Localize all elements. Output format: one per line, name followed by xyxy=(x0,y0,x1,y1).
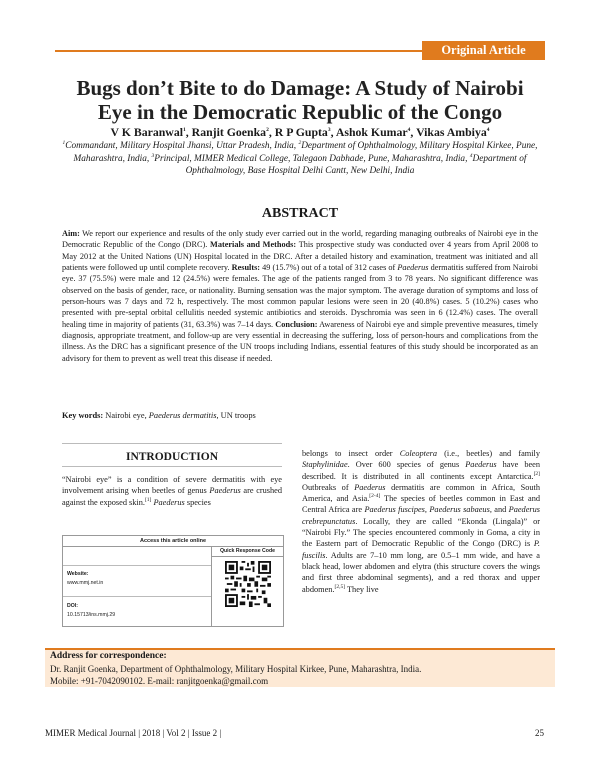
intro-genus-2: Paederus xyxy=(151,497,185,507)
affil-2: Department of Ophthalmology, Military Hospital Kirkee, Pune, Maharashtra, India, xyxy=(73,141,538,164)
results-text-a: 49 (15.7%) out of a total of 312 cases of xyxy=(260,263,398,273)
methods-label: Materials and Methods: xyxy=(210,240,297,250)
affiliations xyxy=(56,140,544,178)
abstract-heading: ABSTRACT xyxy=(261,206,339,221)
doi-label: DOI: xyxy=(67,603,78,609)
right-column-text xyxy=(302,448,540,595)
right-text-11: . Adults are 7–10 mm long, are 0.5–1 mm wide, and have a black head, lower abdomen and elytra (this structure covers the wings and first three abdominal segments), and a red thorax and upper abdomen. xyxy=(302,550,540,594)
right-text-10: . Locally, they are called “Ekonda (Lingala)” or “Nairobi Fly.” The species encountered commonly in Goma, a city in the Eastern part of Democratic Republic of the Congo (DRC) is xyxy=(302,516,540,549)
affil-1-mark: 1 xyxy=(62,139,66,146)
keyword-1: Nairobi eye, xyxy=(103,411,149,420)
conclusion-text: Awareness of Nairobi eye and simple preventive measures, timely diagnosis, appropriate treatment, and follow-up are very essential in decreasing the suffering, loss of person-hours and complications from the illness. As the DRC has a significant presence of the UN troops including Indians, essential features of this study should be incorporated as an advisory for them to prevent as well treat this disease if needed. xyxy=(62,319,539,363)
keywords-label: Key words: xyxy=(62,411,104,420)
results-genus: Paederus xyxy=(397,263,429,273)
author-2-affil: 2 xyxy=(266,127,269,134)
intro-text-3: species xyxy=(184,497,211,507)
intro-genus-1: Paederus xyxy=(209,486,241,496)
right-taxon-3: Paederus xyxy=(465,460,497,470)
intro-text-2: are crushed against the exposed skin. xyxy=(62,486,282,507)
affil-4: Department of Ophthalmology, Base Hospital Delhi Cantt, New Delhi, India xyxy=(185,153,527,176)
right-text-4: have been described. It is distributed in all continents except Antarctica. xyxy=(302,460,540,481)
right-taxon-8: P. fuscilis xyxy=(302,539,540,560)
intro-paragraph xyxy=(62,474,282,508)
right-taxon-1: Coleoptera xyxy=(399,449,438,458)
right-taxon-4: Paederus xyxy=(354,482,386,492)
article-type-badge: Original Article xyxy=(422,41,545,60)
right-text-3: . Over 600 species of genus xyxy=(347,460,466,470)
title-line-2: Eye in the Democratic Republic of the Congo xyxy=(97,100,503,124)
right-text-5: Outbreaks of xyxy=(302,482,355,492)
access-sep-2 xyxy=(63,596,211,597)
access-info xyxy=(63,547,212,626)
right-text-8: , xyxy=(424,505,430,515)
article-title xyxy=(40,76,560,124)
author-3: R P Gupta xyxy=(274,125,328,139)
author-4-affil: 4 xyxy=(407,127,411,134)
right-text-2: (i.e., beetles) and family xyxy=(437,449,540,458)
right-taxon-6: Paederus sabaeus xyxy=(429,505,490,515)
author-5-affil: 4 xyxy=(486,127,490,134)
aim-text: We report our experience and results of the only study ever carried out in the world, regarding managing outbreaks of Nairobi eye in the Democratic Republic of the Congo (DRC). xyxy=(62,229,538,250)
author-list: V K Baranwal$^1$, Ranjit Goenka$^2$, R P Gupta$^3$, Ashok Kumar$^4$, Vikas Ambiya$^4$ xyxy=(110,125,490,139)
website-label: Website: xyxy=(67,571,89,577)
citation-3[interactable]: [2-4] xyxy=(369,493,381,500)
website-link[interactable]: www.mmj.net.in xyxy=(67,580,104,586)
author-1: V K Baranwal xyxy=(110,125,184,139)
conclusion-label: Conclusion: xyxy=(275,319,318,329)
right-text-1: belongs to insect order xyxy=(302,449,400,458)
results-label: Results: xyxy=(231,263,261,273)
right-taxon-5: Paederus fuscipes xyxy=(364,505,425,515)
correspondence-line-1: Dr. Ranjit Goenka, Department of Ophthalmology, Military Hospital Kirkee, Pune, Maharashtra, India. xyxy=(50,664,422,674)
header-rule xyxy=(55,50,422,52)
correspondence-title: Address for correspondence: xyxy=(50,651,167,661)
right-taxon-2: Staphylinidae xyxy=(302,460,348,470)
abstract-body xyxy=(62,228,538,364)
access-online-box xyxy=(62,535,284,627)
title-line-1: Bugs don’t Bite to do Damage: A Study of Nairobi xyxy=(76,76,524,100)
affil-3: Principal, MIMER Medical College, Talegaon Dabhade, Pune, Maharashtra, India, xyxy=(154,153,470,164)
citation-1[interactable]: [1] xyxy=(144,496,152,503)
citation-4[interactable]: [2,5] xyxy=(334,583,346,590)
affil-4-mark: 4 xyxy=(469,152,473,159)
doi-link[interactable]: 10.15713/ins.mmj.29 xyxy=(67,612,116,618)
qr-section xyxy=(212,547,283,626)
results-text-b: dermatitis suffered from Nairobi eye. 37 (75.5%) were male and 12 (24.5%) were females. The age of the patients ranged from 3 to 78 years. No significant difference was observed on the basis of gender, race, or nationality. Burning sensation was the major symptom. The average duration of symptoms and loss of person-hours was 7 days and 72 h, respectively. The most common papular lesions were seen in 20 (40.8%) cases. 5 (10.2%) cases who presented with pre-septal orbital cellulitis needed systemic antibiotics and steroids. Dyschromia was seen in 6 (12.4%) cases. The overall healing time in majority of patients (31, 63.3%) was 7–14 days. xyxy=(62,263,538,329)
right-taxon-7: Paederus crebrepunctatus xyxy=(302,505,540,526)
access-header: Access this article online xyxy=(63,536,283,547)
qr-label: Quick Response Code xyxy=(212,547,283,557)
keyword-3: , UN troops xyxy=(216,411,256,420)
affil-3-mark: 3 xyxy=(151,152,155,159)
author-1-affil: 1 xyxy=(183,127,186,134)
correspondence-rule xyxy=(45,648,555,650)
affil-2-mark: 2 xyxy=(298,139,302,146)
citation-2[interactable]: [2] xyxy=(533,470,540,477)
intro-text-1: “Nairobi eye” is a condition of severe dermatitis with eye involvement arising when beetles of genus xyxy=(62,475,282,496)
keyword-2: Paederus dermatitis xyxy=(148,411,217,420)
intro-rule-bottom xyxy=(62,466,282,467)
access-sep-1 xyxy=(63,565,211,566)
right-text-12: They live xyxy=(345,584,379,594)
author-2: Ranjit Goenka xyxy=(191,125,267,139)
author-3-affil: 3 xyxy=(327,127,331,134)
aim-label: Aim: xyxy=(62,229,80,238)
affil-1: Commandant, Military Hospital Jhansi, Uttar Pradesh, India, xyxy=(65,141,299,151)
keywords xyxy=(62,411,538,420)
journal-footer: MIMER Medical Journal | 2018 | Vol 2 | Issue 2 | xyxy=(45,728,222,738)
right-text-6: dermatitis are common in Africa, South America, and Asia. xyxy=(302,482,540,504)
introduction-heading: INTRODUCTION xyxy=(125,451,218,463)
page-number: 25 xyxy=(535,728,544,738)
qr-code-icon[interactable] xyxy=(225,561,271,607)
correspondence-line-2: Mobile: +91-7042090102. E-mail: ranjitgoenka@gmail.com xyxy=(50,676,269,686)
author-5: Vikas Ambiya xyxy=(416,125,487,139)
intro-rule-top xyxy=(62,443,282,444)
right-text-9: , and xyxy=(489,505,509,515)
author-4: Ashok Kumar xyxy=(335,125,408,139)
methods-text: This prospective study was conducted over 4 years from April 2008 to May 2012 at the United Nations (UN) Hospital located in the DRC. After a detailed history and examination, treatment was initiated and all patients were followed up until complete recovery. xyxy=(62,240,538,273)
right-text-7: The species of beetles common in East and Central Africa are xyxy=(302,494,540,515)
